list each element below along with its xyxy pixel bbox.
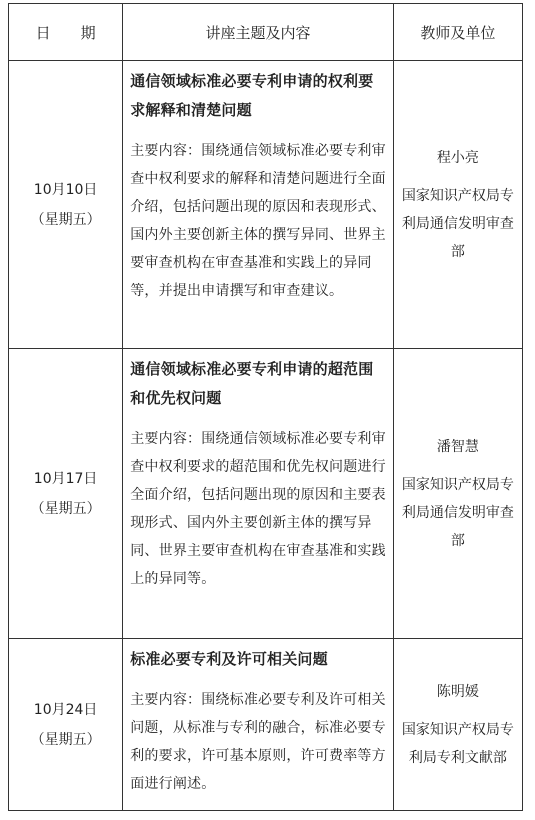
table-row: [9, 349, 523, 639]
topic-cell: [123, 639, 394, 811]
table-row: [9, 639, 523, 811]
teacher-cell: [393, 639, 522, 811]
topic-cell: [123, 349, 394, 639]
date-cell: [9, 61, 123, 349]
teacher-name: 陈明媛: [436, 683, 479, 700]
header-topic: 讲座主题及内容: [123, 4, 394, 61]
teacher-cell: [393, 61, 522, 349]
date-cell: [9, 639, 123, 811]
topic-cell: [123, 61, 394, 349]
weekday-text: （星期五）: [30, 731, 101, 748]
header-date: 日 期: [9, 4, 123, 61]
teacher-name: 潘智慧: [436, 438, 479, 455]
date-text: 10月24日: [33, 701, 98, 718]
weekday-text: （星期五）: [30, 500, 101, 517]
date-text: 10月17日: [33, 470, 98, 487]
table-row: [9, 61, 523, 349]
lecture-content: 主要内容：围绕通信领域标准必要专利审查中权利要求的解释和清楚问题进行全面介绍，包括问题出现的原因和表现形式、国内外主要创新主体的撰写异同、世界主要审查机构在审查基准和实践上的异同等，并提出申请撰写和审查建议。: [130, 143, 386, 299]
table-header-row: [9, 4, 523, 61]
lecture-content: 主要内容：围绕标准必要专利及许可相关问题，从标准与专利的融合，标准必要专利的要求，许可基本原则，许可费率等方面进行阐述。: [130, 692, 386, 792]
teacher-unit: 国家知识产权局专利局通信发明审查部: [401, 476, 514, 549]
lecture-title: 通信领域标准必要专利申请的权利要求解释和清楚问题: [130, 72, 374, 119]
lecture-title: 通信领域标准必要专利申请的超范围和优先权问题: [130, 360, 374, 407]
weekday-text: （星期五）: [30, 211, 101, 228]
lecture-schedule-table: [8, 3, 523, 811]
date-text: 10月10日: [33, 181, 98, 198]
lecture-content: 主要内容：围绕通信领域标准必要专利审查中权利要求的超范围和优先权问题进行全面介绍，包括问题出现的原因和主要表现形式、国内外主要创新主体的撰写异同、世界主要审查机构在审查基准和实践上的异同等。: [130, 431, 386, 587]
teacher-name: 程小亮: [436, 149, 479, 166]
teacher-cell: [393, 349, 522, 639]
teacher-unit: 国家知识产权局专利局专利文献部: [401, 721, 514, 766]
header-teacher: 教师及单位: [393, 4, 522, 61]
teacher-unit: 国家知识产权局专利局通信发明审查部: [401, 187, 514, 260]
lecture-title: 标准必要专利及许可相关问题: [130, 650, 328, 668]
date-cell: [9, 349, 123, 639]
